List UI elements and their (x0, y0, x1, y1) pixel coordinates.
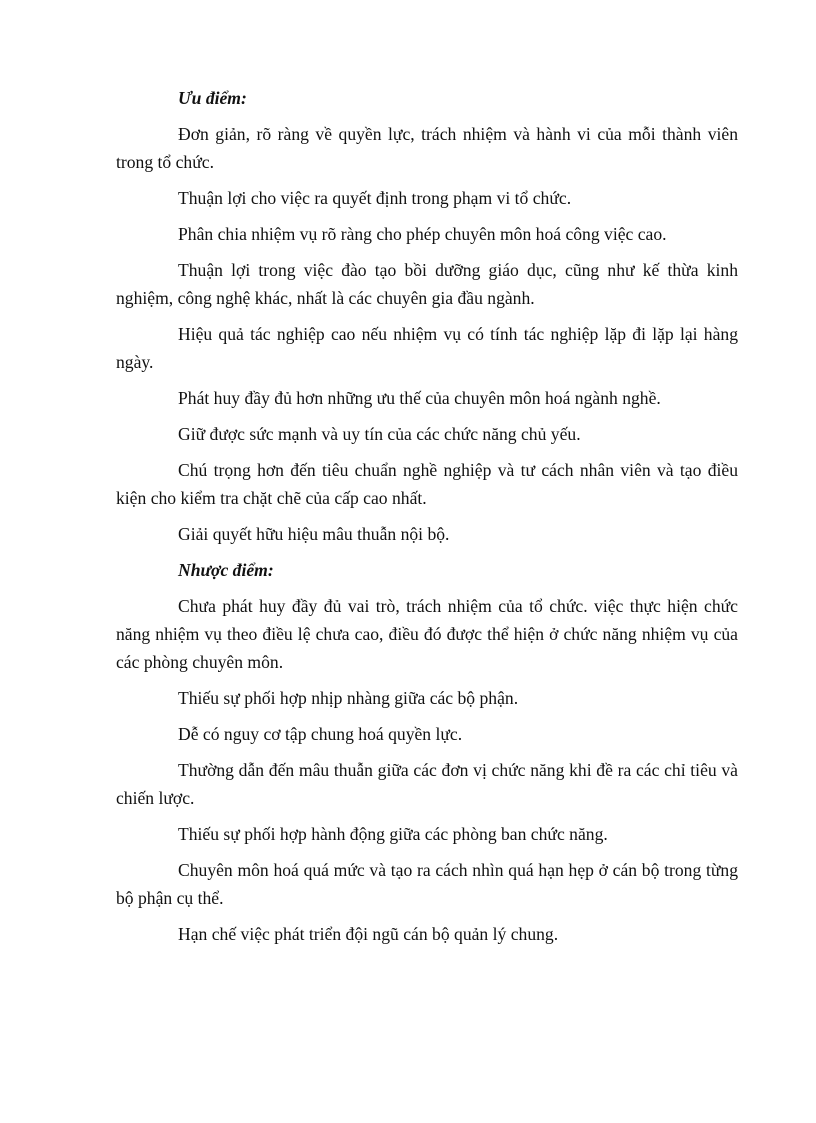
advantage-item: Hiệu quả tác nghiệp cao nếu nhiệm vụ có tính tác nghiệp lặp đi lặp lại hàng ngày. (116, 324, 738, 372)
disadvantage-item: Thiếu sự phối hợp nhịp nhàng giữa các bộ phận. (178, 688, 519, 708)
disadvantage-item: Chưa phát huy đầy đủ vai trò, trách nhiệm của tổ chức. việc thực hiện chức năng nhiệm vụ theo điều lệ chưa cao, điều đó được thể hiện ở chức năng nhiệm vụ của các phòng chuyên môn. (116, 596, 738, 672)
disadvantages-section (116, 556, 738, 948)
advantage-item: Giữ được sức mạnh và uy tín của các chức năng chủ yếu. (178, 424, 581, 444)
advantages-section (116, 84, 738, 548)
advantage-item: Chú trọng hơn đến tiêu chuẩn nghề nghiệp và tư cách nhân viên và tạo điều kiện cho kiểm tra chặt chẽ của cấp cao nhất. (116, 460, 738, 508)
advantage-item: Giải quyết hữu hiệu mâu thuẫn nội bộ. (178, 524, 450, 544)
disadvantage-item: Chuyên môn hoá quá mức và tạo ra cách nhìn quá hạn hẹp ở cán bộ trong từng bộ phận cụ thể. (116, 860, 738, 908)
advantage-item: Phân chia nhiệm vụ rõ ràng cho phép chuyên môn hoá công việc cao. (178, 224, 667, 244)
disadvantages-heading: Nhược điểm: (178, 560, 274, 580)
advantages-heading: Ưu điểm: (178, 88, 247, 108)
advantage-item: Thuận lợi trong việc đào tạo bồi dưỡng giáo dục, cũng như kế thừa kinh nghiệm, công nghệ khác, nhất là các chuyên gia đầu ngành. (116, 260, 738, 308)
advantage-item: Thuận lợi cho việc ra quyết định trong phạm vi tổ chức. (178, 188, 572, 208)
disadvantage-item: Thiếu sự phối hợp hành động giữa các phòng ban chức năng. (178, 824, 608, 844)
disadvantage-item: Hạn chế việc phát triển đội ngũ cán bộ quản lý chung. (178, 924, 559, 944)
disadvantage-item: Thường dẫn đến mâu thuẫn giữa các đơn vị chức năng khi đề ra các chỉ tiêu và chiến lược. (116, 760, 738, 808)
disadvantage-item: Dễ có nguy cơ tập chung hoá quyền lực. (178, 724, 463, 744)
advantage-item: Phát huy đầy đủ hơn những ưu thế của chuyên môn hoá ngành nghề. (178, 388, 661, 408)
advantage-item: Đơn giản, rõ ràng về quyền lực, trách nhiệm và hành vi của mỗi thành viên trong tổ chức. (116, 124, 738, 172)
